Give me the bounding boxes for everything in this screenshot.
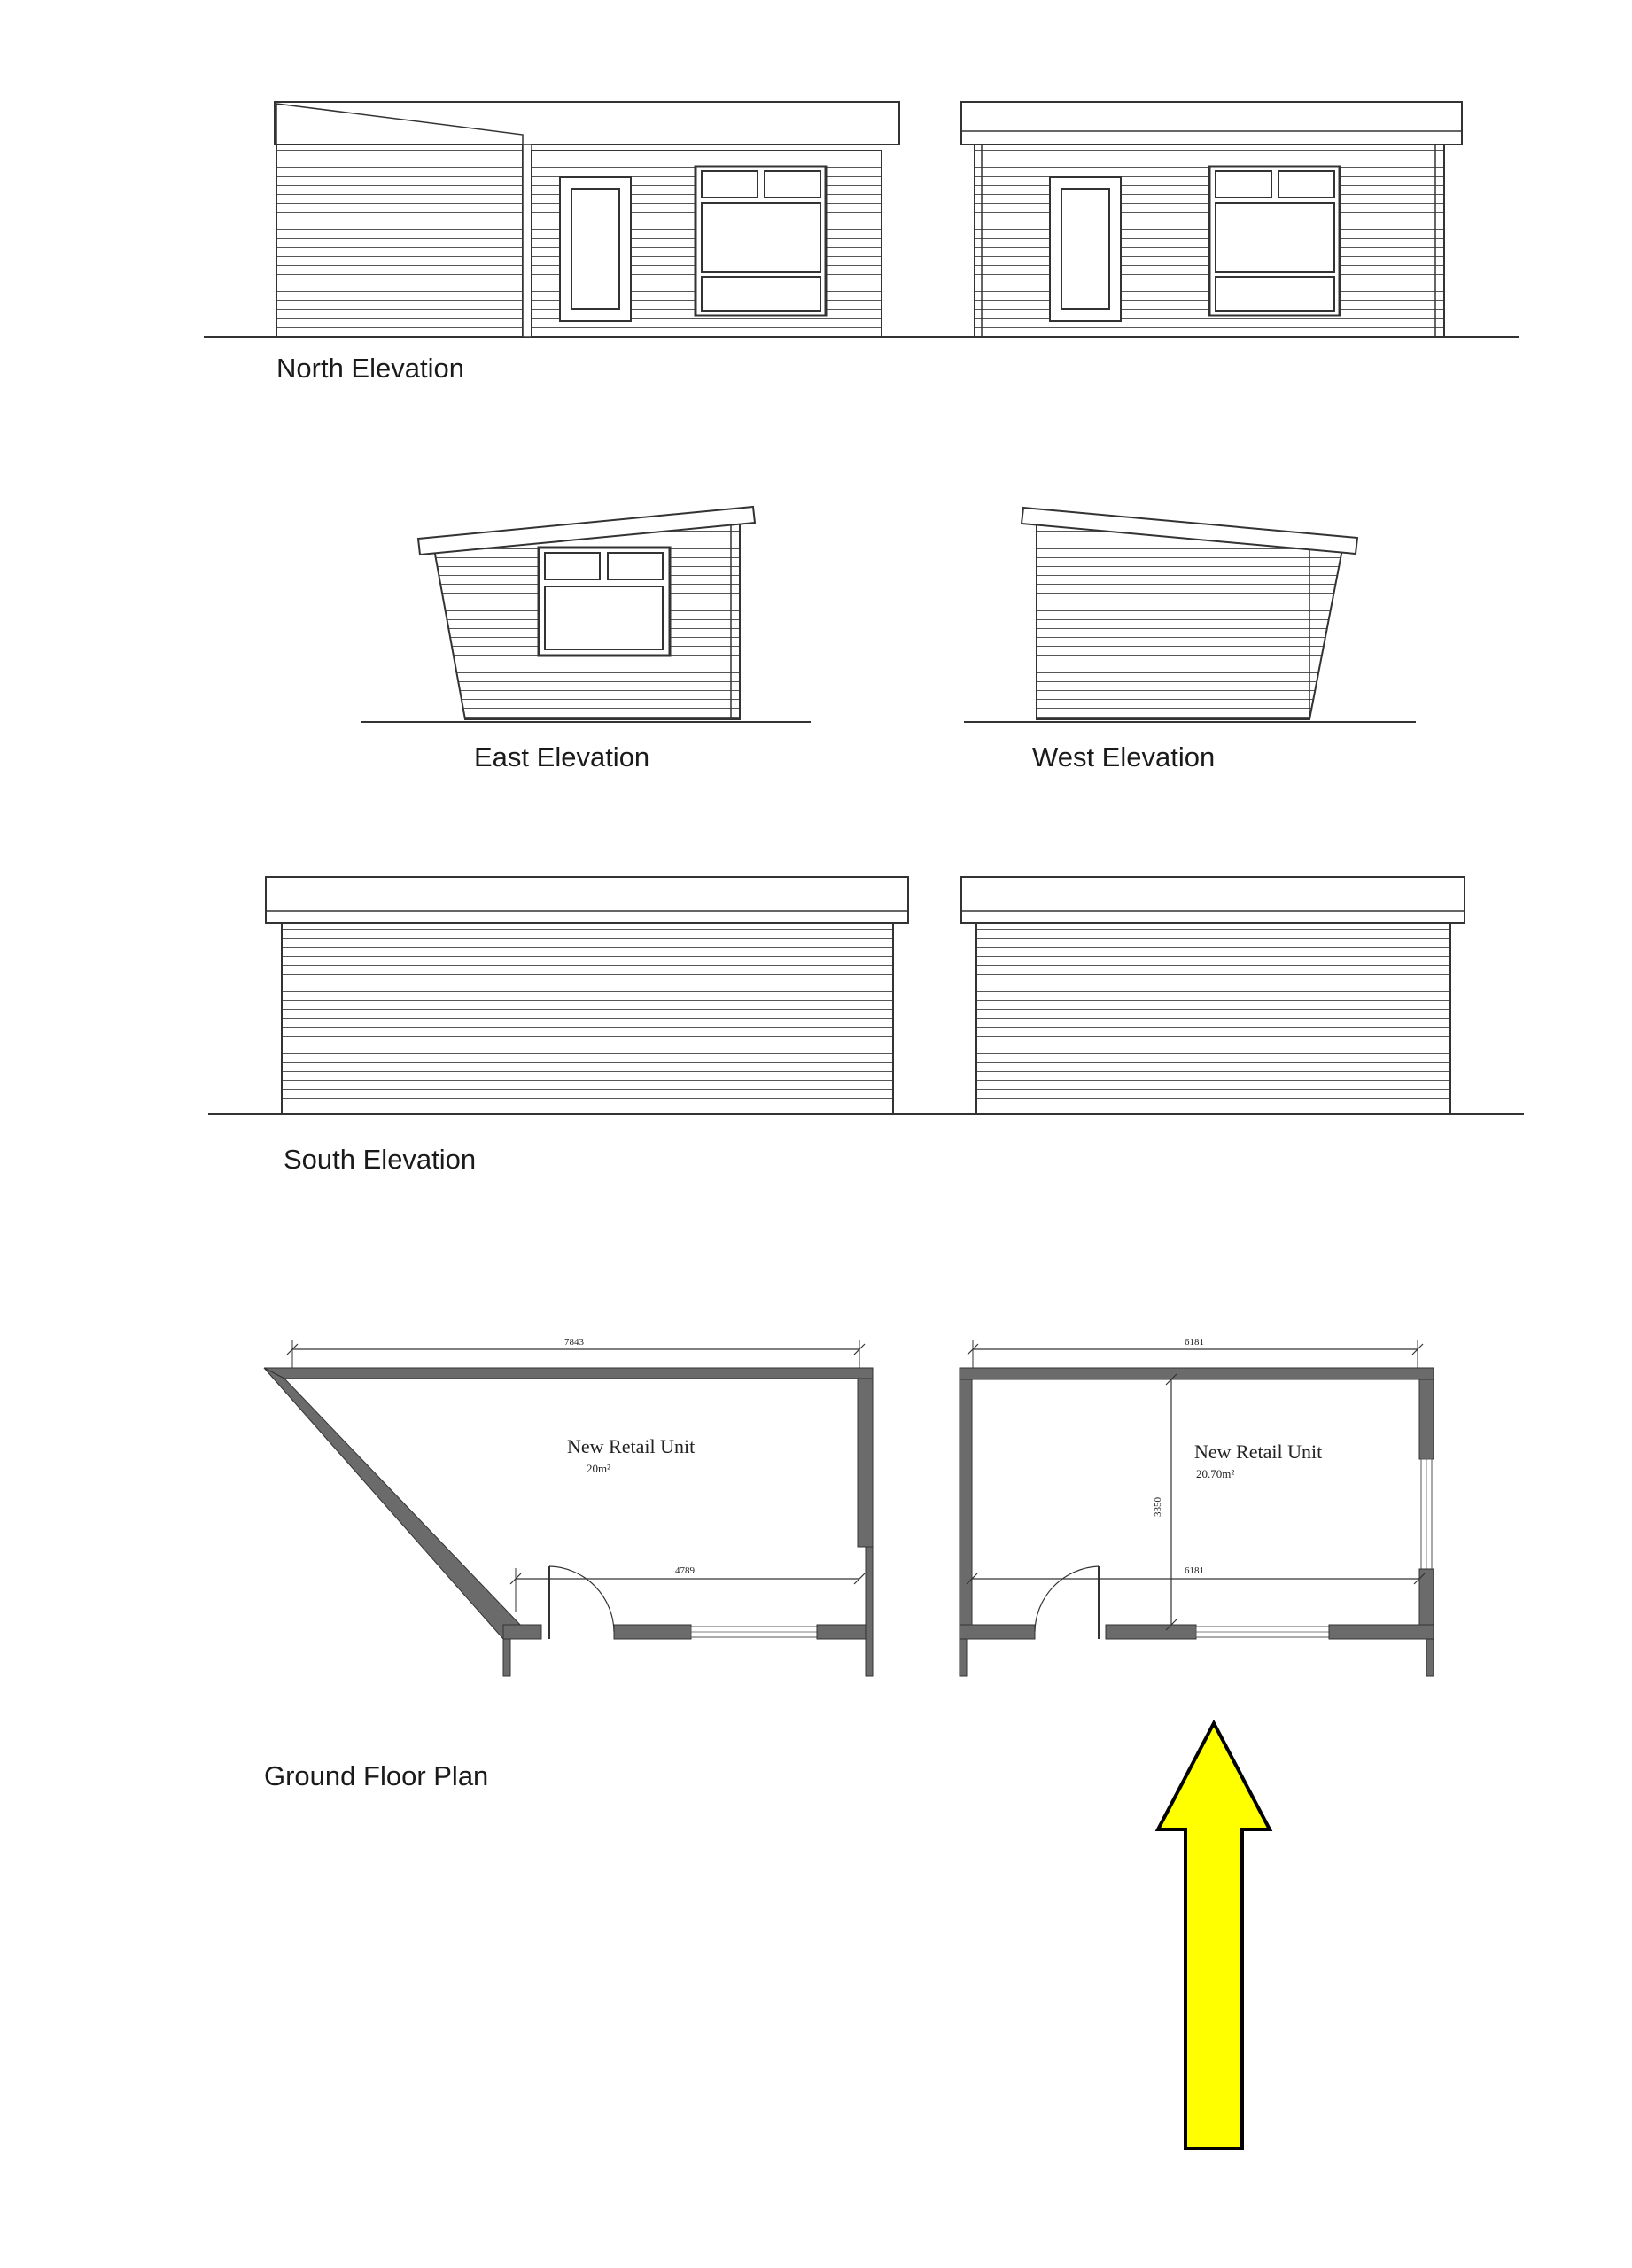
roof-fascia [961, 102, 1462, 144]
north-elevation-right [904, 102, 1519, 337]
dim-vertical-right: 3350 [1153, 1497, 1163, 1517]
room-area-right: 20.70m² [1196, 1467, 1235, 1480]
dim-top-left: 7843 [564, 1337, 584, 1348]
north-arrow-icon [1158, 1723, 1270, 2148]
south-elevation-label: South Elevation [284, 1144, 477, 1175]
dim-inner-left: 4789 [675, 1565, 695, 1576]
dim-inner-right: 6181 [1185, 1565, 1204, 1576]
room-name-right: New Retail Unit [1194, 1441, 1323, 1463]
plan-unit-right [960, 1340, 1434, 1676]
east-elevation [361, 507, 811, 722]
west-elevation [964, 508, 1416, 722]
west-elevation-label: West Elevation [1032, 742, 1216, 773]
south-elevation [208, 877, 1524, 1114]
wall-left-section [276, 144, 523, 337]
room-name-left: New Retail Unit [567, 1435, 696, 1457]
plan-unit-left [264, 1340, 873, 1676]
north-elevation-left [204, 102, 904, 337]
north-elevation-label: North Elevation [276, 353, 464, 384]
ground-floor-plan-label: Ground Floor Plan [264, 1760, 489, 1791]
room-area-left: 20m² [587, 1462, 611, 1475]
east-elevation-label: East Elevation [474, 742, 650, 773]
dim-top-right: 6181 [1185, 1337, 1204, 1348]
